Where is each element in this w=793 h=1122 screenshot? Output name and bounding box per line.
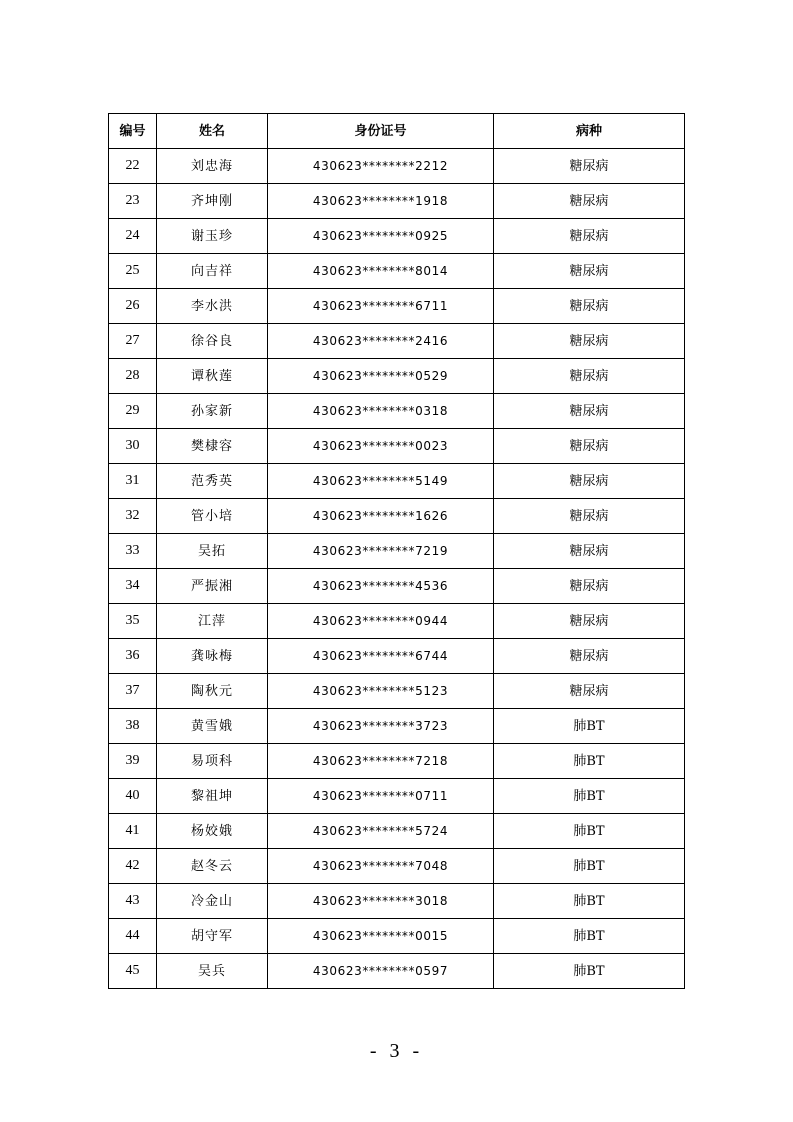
name-cell: 严振湘 bbox=[157, 569, 268, 604]
disease-cell: 糖尿病 bbox=[494, 534, 685, 569]
row-number-cell: 45 bbox=[109, 954, 157, 989]
name-cell: 易项科 bbox=[157, 744, 268, 779]
name-cell: 江萍 bbox=[157, 604, 268, 639]
disease-cell: 糖尿病 bbox=[494, 184, 685, 219]
row-number-cell: 43 bbox=[109, 884, 157, 919]
name-cell: 徐谷良 bbox=[157, 324, 268, 359]
row-number-cell: 25 bbox=[109, 254, 157, 289]
page-number: - 3 - bbox=[369, 1040, 424, 1062]
table-row bbox=[109, 464, 685, 499]
disease-cell: 糖尿病 bbox=[494, 429, 685, 464]
disease-cell: 肺BT bbox=[494, 709, 685, 744]
row-number-cell: 30 bbox=[109, 429, 157, 464]
header-no: 编号 bbox=[109, 114, 157, 149]
header-row bbox=[109, 114, 685, 149]
row-number-cell: 22 bbox=[109, 149, 157, 184]
id-number-cell: 430623********7219 bbox=[268, 534, 494, 569]
table-row bbox=[109, 674, 685, 709]
row-number-cell: 23 bbox=[109, 184, 157, 219]
id-number-cell: 430623********0529 bbox=[268, 359, 494, 394]
table-row bbox=[109, 254, 685, 289]
name-cell: 龚咏梅 bbox=[157, 639, 268, 674]
id-number-cell: 430623********6711 bbox=[268, 289, 494, 324]
disease-cell: 糖尿病 bbox=[494, 359, 685, 394]
row-number-cell: 31 bbox=[109, 464, 157, 499]
name-cell: 吴拓 bbox=[157, 534, 268, 569]
row-number-cell: 36 bbox=[109, 639, 157, 674]
row-number-cell: 42 bbox=[109, 849, 157, 884]
table-row bbox=[109, 324, 685, 359]
disease-cell: 肺BT bbox=[494, 779, 685, 814]
id-number-cell: 430623********2416 bbox=[268, 324, 494, 359]
disease-cell: 肺BT bbox=[494, 744, 685, 779]
table-row bbox=[109, 359, 685, 394]
id-number-cell: 430623********6744 bbox=[268, 639, 494, 674]
row-number-cell: 38 bbox=[109, 709, 157, 744]
disease-cell: 肺BT bbox=[494, 814, 685, 849]
table-row bbox=[109, 744, 685, 779]
table-row bbox=[109, 219, 685, 254]
row-number-cell: 24 bbox=[109, 219, 157, 254]
disease-cell: 糖尿病 bbox=[494, 149, 685, 184]
disease-cell: 糖尿病 bbox=[494, 569, 685, 604]
id-number-cell: 430623********4536 bbox=[268, 569, 494, 604]
name-cell: 黎祖坤 bbox=[157, 779, 268, 814]
id-number-cell: 430623********1626 bbox=[268, 499, 494, 534]
table-row bbox=[109, 499, 685, 534]
row-number-cell: 34 bbox=[109, 569, 157, 604]
disease-cell: 糖尿病 bbox=[494, 254, 685, 289]
id-number-cell: 430623********0023 bbox=[268, 429, 494, 464]
table-row bbox=[109, 604, 685, 639]
id-number-cell: 430623********7218 bbox=[268, 744, 494, 779]
name-cell: 谢玉珍 bbox=[157, 219, 268, 254]
table-row bbox=[109, 814, 685, 849]
header-disease: 病种 bbox=[494, 114, 685, 149]
name-cell: 吴兵 bbox=[157, 954, 268, 989]
table-row bbox=[109, 884, 685, 919]
name-cell: 樊棣容 bbox=[157, 429, 268, 464]
id-number-cell: 430623********0015 bbox=[268, 919, 494, 954]
patient-table bbox=[108, 113, 685, 989]
disease-cell: 肺BT bbox=[494, 884, 685, 919]
header-id: 身份证号 bbox=[268, 114, 494, 149]
table-row bbox=[109, 429, 685, 464]
table-row bbox=[109, 954, 685, 989]
id-number-cell: 430623********2212 bbox=[268, 149, 494, 184]
table-row bbox=[109, 919, 685, 954]
table-row bbox=[109, 394, 685, 429]
table-row bbox=[109, 849, 685, 884]
id-number-cell: 430623********3723 bbox=[268, 709, 494, 744]
table-row bbox=[109, 779, 685, 814]
row-number-cell: 41 bbox=[109, 814, 157, 849]
disease-cell: 糖尿病 bbox=[494, 394, 685, 429]
id-number-cell: 430623********0318 bbox=[268, 394, 494, 429]
row-number-cell: 39 bbox=[109, 744, 157, 779]
header-name: 姓名 bbox=[157, 114, 268, 149]
name-cell: 胡守军 bbox=[157, 919, 268, 954]
id-number-cell: 430623********5149 bbox=[268, 464, 494, 499]
name-cell: 杨姣娥 bbox=[157, 814, 268, 849]
table-row bbox=[109, 569, 685, 604]
name-cell: 齐坤刚 bbox=[157, 184, 268, 219]
table-header bbox=[109, 114, 685, 149]
disease-cell: 糖尿病 bbox=[494, 289, 685, 324]
name-cell: 黄雪娥 bbox=[157, 709, 268, 744]
name-cell: 刘忠海 bbox=[157, 149, 268, 184]
row-number-cell: 40 bbox=[109, 779, 157, 814]
name-cell: 陶秋元 bbox=[157, 674, 268, 709]
row-number-cell: 26 bbox=[109, 289, 157, 324]
row-number-cell: 29 bbox=[109, 394, 157, 429]
table-body bbox=[109, 149, 685, 989]
disease-cell: 糖尿病 bbox=[494, 499, 685, 534]
disease-cell: 肺BT bbox=[494, 954, 685, 989]
table-row bbox=[109, 639, 685, 674]
table-row bbox=[109, 534, 685, 569]
name-cell: 赵冬云 bbox=[157, 849, 268, 884]
name-cell: 李水洪 bbox=[157, 289, 268, 324]
name-cell: 冷金山 bbox=[157, 884, 268, 919]
row-number-cell: 28 bbox=[109, 359, 157, 394]
row-number-cell: 37 bbox=[109, 674, 157, 709]
row-number-cell: 35 bbox=[109, 604, 157, 639]
id-number-cell: 430623********5123 bbox=[268, 674, 494, 709]
table-row bbox=[109, 149, 685, 184]
name-cell: 范秀英 bbox=[157, 464, 268, 499]
row-number-cell: 33 bbox=[109, 534, 157, 569]
disease-cell: 糖尿病 bbox=[494, 464, 685, 499]
id-number-cell: 430623********0944 bbox=[268, 604, 494, 639]
table-row bbox=[109, 709, 685, 744]
id-number-cell: 430623********0597 bbox=[268, 954, 494, 989]
row-number-cell: 27 bbox=[109, 324, 157, 359]
row-number-cell: 32 bbox=[109, 499, 157, 534]
name-cell: 孙家新 bbox=[157, 394, 268, 429]
id-number-cell: 430623********8014 bbox=[268, 254, 494, 289]
table-row bbox=[109, 289, 685, 324]
id-number-cell: 430623********5724 bbox=[268, 814, 494, 849]
disease-cell: 糖尿病 bbox=[494, 219, 685, 254]
id-number-cell: 430623********0925 bbox=[268, 219, 494, 254]
disease-cell: 糖尿病 bbox=[494, 604, 685, 639]
id-number-cell: 430623********7048 bbox=[268, 849, 494, 884]
name-cell: 管小培 bbox=[157, 499, 268, 534]
row-number-cell: 44 bbox=[109, 919, 157, 954]
disease-cell: 肺BT bbox=[494, 919, 685, 954]
disease-cell: 糖尿病 bbox=[494, 639, 685, 674]
disease-cell: 糖尿病 bbox=[494, 324, 685, 359]
id-number-cell: 430623********0711 bbox=[268, 779, 494, 814]
id-number-cell: 430623********1918 bbox=[268, 184, 494, 219]
id-number-cell: 430623********3018 bbox=[268, 884, 494, 919]
table-row bbox=[109, 184, 685, 219]
name-cell: 谭秋莲 bbox=[157, 359, 268, 394]
disease-cell: 糖尿病 bbox=[494, 674, 685, 709]
disease-cell: 肺BT bbox=[494, 849, 685, 884]
name-cell: 向吉祥 bbox=[157, 254, 268, 289]
